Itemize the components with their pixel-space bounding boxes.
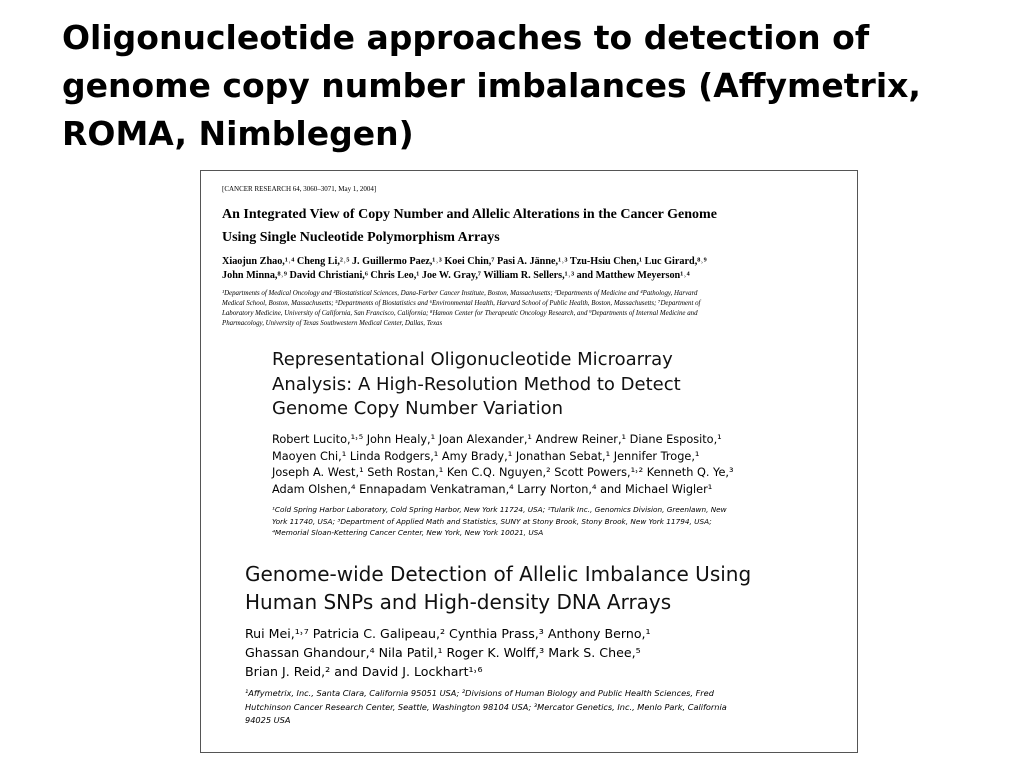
paper1-affiliation-line: ¹Departments of Medical Oncology and ²Biostatistical Sciences, Dana-Farber Cancer Institute, Boston, Massachusetts; ³Departments of Medicine and ⁴Pathology, Harvard bbox=[222, 290, 698, 297]
paper2-affiliations bbox=[272, 504, 727, 539]
paper2-author-line: Robert Lucito,¹˒⁵ John Healy,¹ Joan Alexander,¹ Andrew Reiner,¹ Diane Esposito,¹ bbox=[272, 433, 722, 446]
paper1-title bbox=[222, 203, 842, 249]
paper2-title-line: Analysis: A High-Resolution Method to Detect bbox=[272, 373, 681, 395]
paper3-affiliation-line: Hutchinson Cancer Research Center, Seattle, Washington 98104 USA; ³Mercator Genetics, Inc., Menlo Park, California bbox=[245, 701, 727, 712]
paper2-affiliation-line: ¹Cold Spring Harbor Laboratory, Cold Spring Harbor, New York 11724, USA; ²Tularik Inc., Genomics Division, Greenlawn, New bbox=[272, 505, 727, 514]
paper3-author-line: Rui Mei,¹˒⁷ Patricia C. Galipeau,² Cynthia Prass,³ Anthony Berno,¹ bbox=[245, 626, 651, 641]
paper3-affiliation-line: 94025 USA bbox=[245, 715, 291, 725]
paper1-citation: [CANCER RESEARCH 64, 3060–3071, May 1, 2004] bbox=[222, 185, 377, 193]
paper1-authors bbox=[222, 255, 852, 283]
paper1-affiliation-line: Medical School, Boston, Massachusetts; ⁵Departments of Biostatistics and ⁶Environmental Health, Harvard School of Public Health, Boston, Massachusetts; ⁷Department of bbox=[222, 300, 701, 308]
paper2-title-line: Representational Oligonucleotide Microarray bbox=[272, 349, 673, 370]
paper2-title bbox=[272, 348, 681, 422]
paper2-author-line: Maoyen Chi,¹ Linda Rodgers,¹ Amy Brady,¹ Jonathan Sebat,¹ Jennifer Troge,¹ bbox=[272, 449, 700, 463]
paper2-title-line: Genome Copy Number Variation bbox=[272, 398, 564, 419]
paper1-title-line: An Integrated View of Copy Number and Allelic Alterations in the Cancer Genome bbox=[222, 207, 717, 222]
paper2-author-line: Adam Olshen,⁴ Ennapadam Venkatraman,⁴ Larry Norton,⁴ and Michael Wigler¹ bbox=[272, 483, 713, 497]
slide-title-line: genome copy number imbalances (Affymetrix, bbox=[62, 66, 921, 105]
paper3-affiliation-line: ¹Affymetrix, Inc., Santa Clara, California 95051 USA; ²Divisions of Human Biology and Public Health Sciences, Fred bbox=[245, 688, 714, 698]
paper2-affiliation-line: York 11740, USA; ³Department of Applied Math and Statistics, SUNY at Stony Brook, Stony Brook, New York 11794, USA; bbox=[272, 516, 712, 526]
paper2-affiliation-line: ⁴Memorial Sloan-Kettering Cancer Center, New York, New York 10021, USA bbox=[272, 528, 544, 538]
paper3-author-line: Ghassan Ghandour,⁴ Nila Patil,¹ Roger K. Wolff,³ Mark S. Chee,⁵ bbox=[245, 644, 641, 660]
slide-title-line: Oligonucleotide approaches to detection of bbox=[62, 18, 870, 57]
paper1-affiliation-line: Pharmacology, University of Texas Southwestern Medical Center, Dallas, Texas bbox=[222, 320, 443, 328]
paper2-author-line: Joseph A. West,¹ Seth Rostan,¹ Ken C.Q. Nguyen,² Scott Powers,¹˒² Kenneth Q. Ye,³ bbox=[272, 466, 734, 480]
paper1-author-line: Xiaojun Zhao,¹˒⁴ Cheng Li,²˒⁵ J. Guillermo Paez,¹˒³ Koei Chin,⁷ Pasi A. Jänne,¹˒³ Tzu-Hsiu Chen,¹ Luc Girard,⁸˒⁹ bbox=[222, 256, 707, 267]
paper3-title bbox=[245, 560, 751, 616]
paper3-title-line: Human SNPs and High-density DNA Arrays bbox=[245, 590, 672, 614]
paper1-title-line: Using Single Nucleotide Polymorphism Arrays bbox=[222, 230, 500, 245]
slide-title bbox=[62, 14, 962, 158]
paper1-affiliations bbox=[222, 289, 852, 329]
paper-headers-image bbox=[200, 170, 858, 753]
paper1-affiliation-line: Laboratory Medicine, University of California, San Francisco, California; ⁸Hamon Center for Therapeutic Oncology Research, and ⁹Departments of Internal Medicine and bbox=[222, 310, 698, 318]
paper2-authors bbox=[272, 432, 734, 499]
paper3-author-line: Brian J. Reid,² and David J. Lockhart¹˒⁶ bbox=[245, 663, 483, 679]
paper3-affiliations bbox=[245, 687, 727, 728]
paper3-title-line: Genome-wide Detection of Allelic Imbalance Using bbox=[245, 562, 752, 586]
paper1-author-line: John Minna,⁸˒⁹ David Christiani,⁶ Chris Leo,¹ Joe W. Gray,⁷ William R. Sellers,¹˒³ and Matthew Meyerson¹˒⁴ bbox=[222, 270, 690, 281]
slide-title-line: ROMA, Nimblegen) bbox=[62, 114, 414, 153]
paper3-authors bbox=[245, 625, 651, 681]
